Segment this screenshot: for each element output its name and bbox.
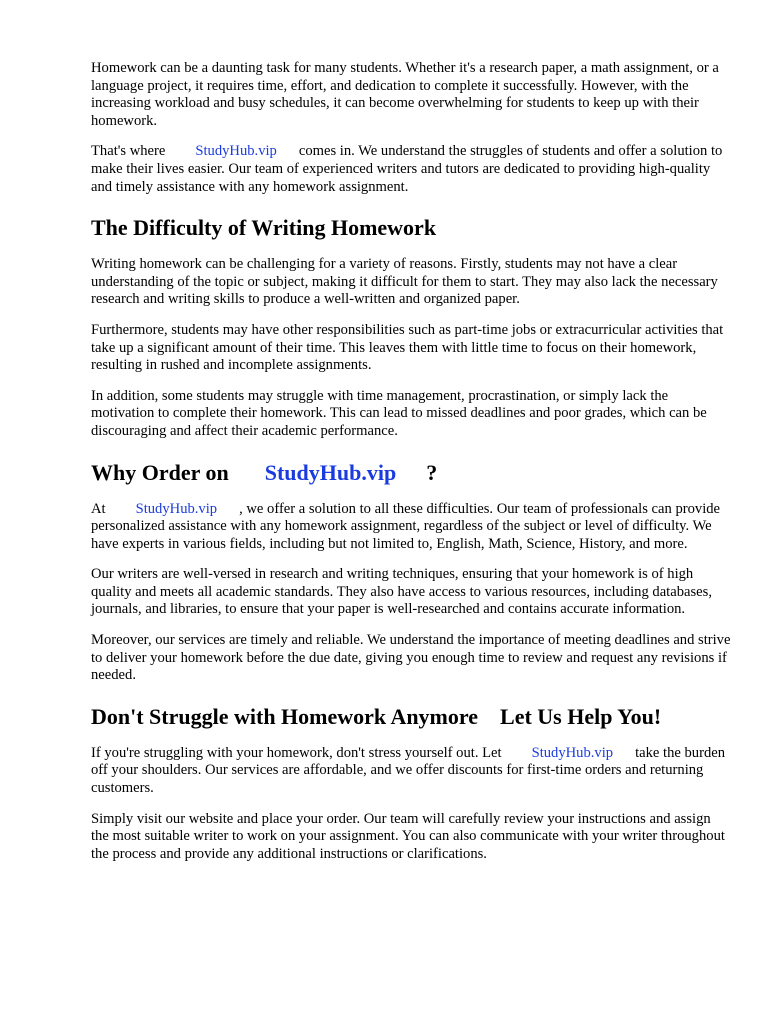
writers-paragraph: Our writers are well-versed in research and writing techniques, ensuring that your homework is of high quality and meets all academic standards. They also have access to various resources, including databases, journals, and libraries, to ensure that your paper is well-researched and contains accurate information.: [91, 566, 712, 618]
intro-paragraph: Homework can be a daunting task for many students. Whether it's a research paper, a math assignment, or a language project, it requires time, effort, and dedication to complete it successfully. However, with the increasing workload and busy schedules, it can become overwhelming for students to keep up with their homework.: [91, 60, 719, 129]
text-before-link: That's where: [91, 143, 166, 160]
why-order-heading: [91, 460, 731, 486]
heading-part-2: Let Us Help You!: [500, 703, 662, 729]
text-after-link: take the burden off your shoulders. Our services are affordable, and we offer discounts for first-time orders and returning customers.: [91, 744, 726, 797]
document-body: [91, 60, 731, 876]
heading-question-mark: ?: [426, 459, 438, 485]
timely-paragraph: Moreover, our services are timely and reliable. We understand the importance of meeting deadlines and strive to deliver your homework before the due date, giving you enough time to review and request any revisions if needed.: [91, 632, 731, 684]
heading-text-before-link: Why Order on: [91, 459, 229, 485]
text-after-link: , we offer a solution to all these difficulties. Our team of professionals can provide personalized assistance with any homework assignment, regardless of the subject or level of difficulty. We have experts in various fields, including but not limited to, English, Math, Science, History, and more.: [91, 500, 721, 552]
difficulty-paragraph-2: Furthermore, students may have other responsibilities such as part-time jobs or extracurricular activities that take up a significant amount of their time. This leaves them with little time to focus on their homework, resulting in rushed and incomplete assignments.: [91, 321, 724, 374]
studyhub-link[interactable]: StudyHub.vip: [195, 143, 277, 160]
struggling-paragraph: [91, 745, 731, 798]
studyhub-link[interactable]: StudyHub.vip: [531, 744, 614, 761]
text-before-link: At: [91, 500, 106, 517]
text-after-link: comes in. We understand the struggles of students and offer a solution to make their lives easier. Our team of experienced writers and tutors are dedicated to providing high-quality and timely assistance with any homework assignment.: [91, 143, 723, 195]
text-before-link: If you're struggling with your homework, don't stress yourself out. Let: [91, 744, 502, 761]
solution-paragraph: [91, 501, 731, 554]
heading-studyhub-link[interactable]: StudyHub.vip: [264, 459, 397, 485]
studyhub-intro-paragraph: [91, 143, 731, 196]
order-paragraph: Simply visit our website and place your order. Our team will carefully review your instructions and assign the most suitable writer to work on your assignment. You can also communicate with your writer throughout the process and provide any additional instructions or clarifications.: [91, 810, 725, 862]
studyhub-link[interactable]: StudyHub.vip: [135, 500, 218, 517]
difficulty-paragraph-3: In addition, some students may struggle with time management, procrastination, or simply lack the motivation to complete their homework. This can lead to missed deadlines and poor grades, which can be discouraging and affect their academic performance.: [91, 387, 707, 439]
dont-struggle-heading: [91, 704, 731, 730]
difficulty-paragraph-1: Writing homework can be challenging for a variety of reasons. Firstly, students may not have a clear understanding of the topic or subject, making it difficult for them to start. They may also lack the necessary research and writing skills to produce a well-written and organized paper.: [91, 256, 718, 308]
heading-part-1: Don't Struggle with Homework Anymore: [91, 703, 479, 729]
difficulty-heading: The Difficulty of Writing Homework: [91, 215, 437, 241]
